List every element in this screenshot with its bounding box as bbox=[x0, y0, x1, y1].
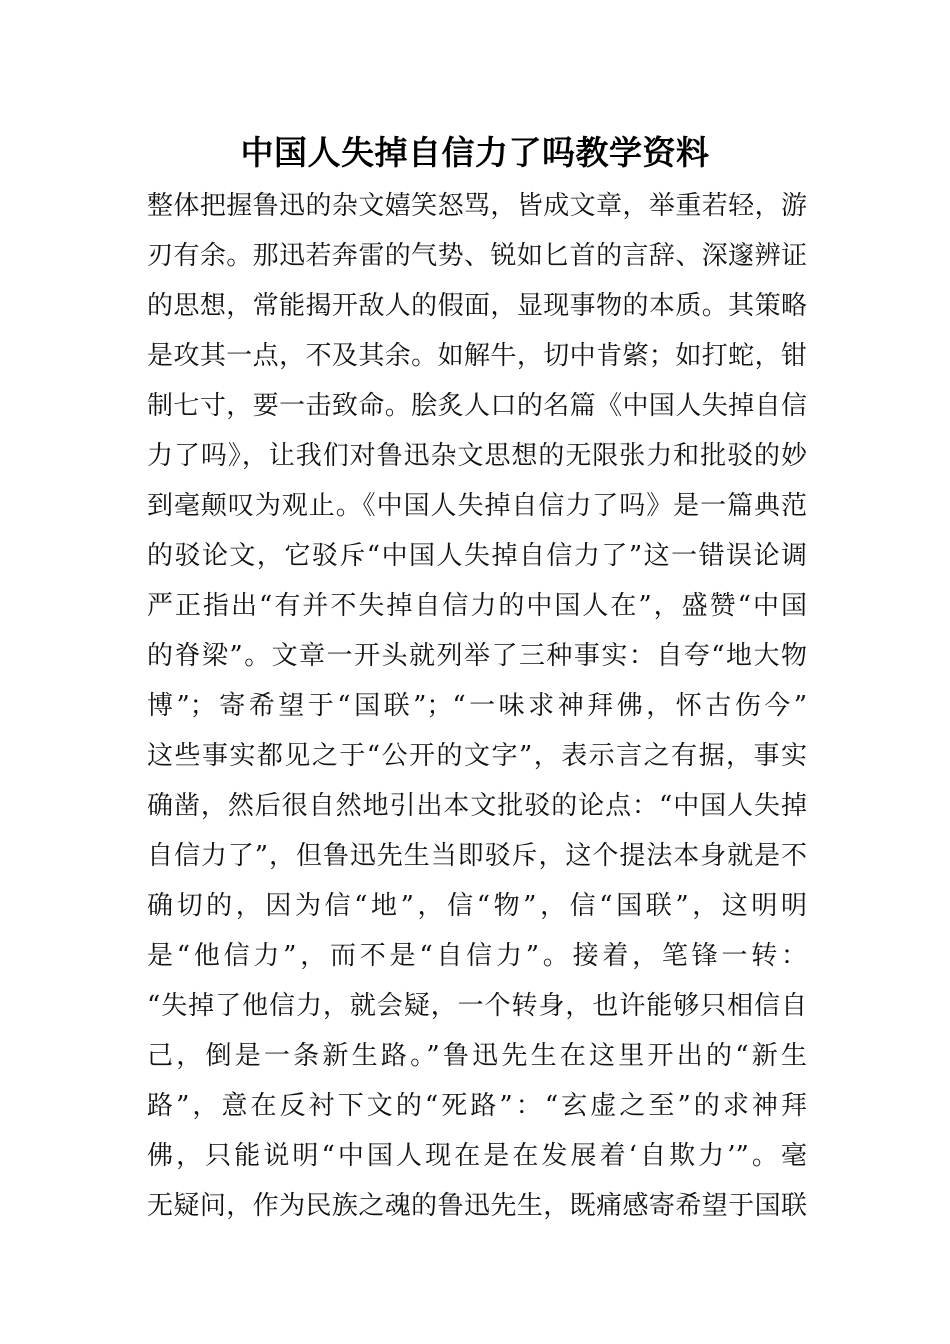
body-line: 确切的，因为信“地”，信“物”，信“国联”，这明明 bbox=[147, 891, 807, 921]
body-line: 整体把握鲁迅的杂文嬉笑怒骂，皆成文章，举重若轻，游 bbox=[147, 191, 807, 221]
document-body bbox=[147, 181, 807, 1231]
body-line: 到毫颠叹为观止。《中国人失掉自信力了吗》是一篇典范 bbox=[147, 491, 807, 521]
body-line: 的思想，常能揭开敌人的假面，显现事物的本质。其策略 bbox=[147, 291, 807, 321]
body-line: 制七寸，要一击致命。脍炙人口的名篇《中国人失掉自信 bbox=[147, 391, 807, 421]
body-line: 力了吗》，让我们对鲁迅杂文思想的无限张力和批驳的妙 bbox=[147, 441, 807, 471]
body-line: 是攻其一点，不及其余。如解牛，切中肯綮；如打蛇，钳 bbox=[147, 341, 807, 371]
document-title: 中国人失掉自信力了吗教学资料 bbox=[240, 133, 710, 172]
body-line: 的驳论文，它驳斥“中国人失掉自信力了”这一错误论调 bbox=[147, 541, 807, 571]
body-line: 无疑问，作为民族之魂的鲁迅先生，既痛感寄希望于国联 bbox=[147, 1191, 807, 1221]
body-line: 的脊梁”。文章一开头就列举了三种事实：自夸“地大物 bbox=[147, 641, 807, 671]
body-line: 博”；寄希望于“国联”；“一味求神拜佛，怀古伤今” bbox=[147, 691, 807, 721]
body-line: 是“他信力”，而不是“自信力”。接着，笔锋一转： bbox=[147, 941, 807, 971]
body-line: 这些事实都见之于“公开的文字”，表示言之有据，事实 bbox=[147, 741, 807, 771]
body-line: 刃有余。那迅若奔雷的气势、锐如匕首的言辞、深邃辨证 bbox=[147, 241, 807, 271]
body-line: 路”，意在反衬下文的“死路”：“玄虚之至”的求神拜 bbox=[147, 1091, 807, 1121]
body-line: 己，倒是一条新生路。”鲁迅先生在这里开出的“新生 bbox=[147, 1041, 807, 1071]
body-line: “失掉了他信力，就会疑，一个转身，也许能够只相信自 bbox=[147, 991, 807, 1021]
body-line: 严正指出“有并不失掉自信力的中国人在”，盛赞“中国 bbox=[147, 591, 807, 621]
body-line: 佛，只能说明“中国人现在是在发展着‘自欺力’”。毫 bbox=[147, 1141, 807, 1171]
body-line: 自信力了”，但鲁迅先生当即驳斥，这个提法本身就是不 bbox=[147, 841, 807, 871]
body-line: 确凿，然后很自然地引出本文批驳的论点：“中国人失掉 bbox=[147, 791, 807, 821]
